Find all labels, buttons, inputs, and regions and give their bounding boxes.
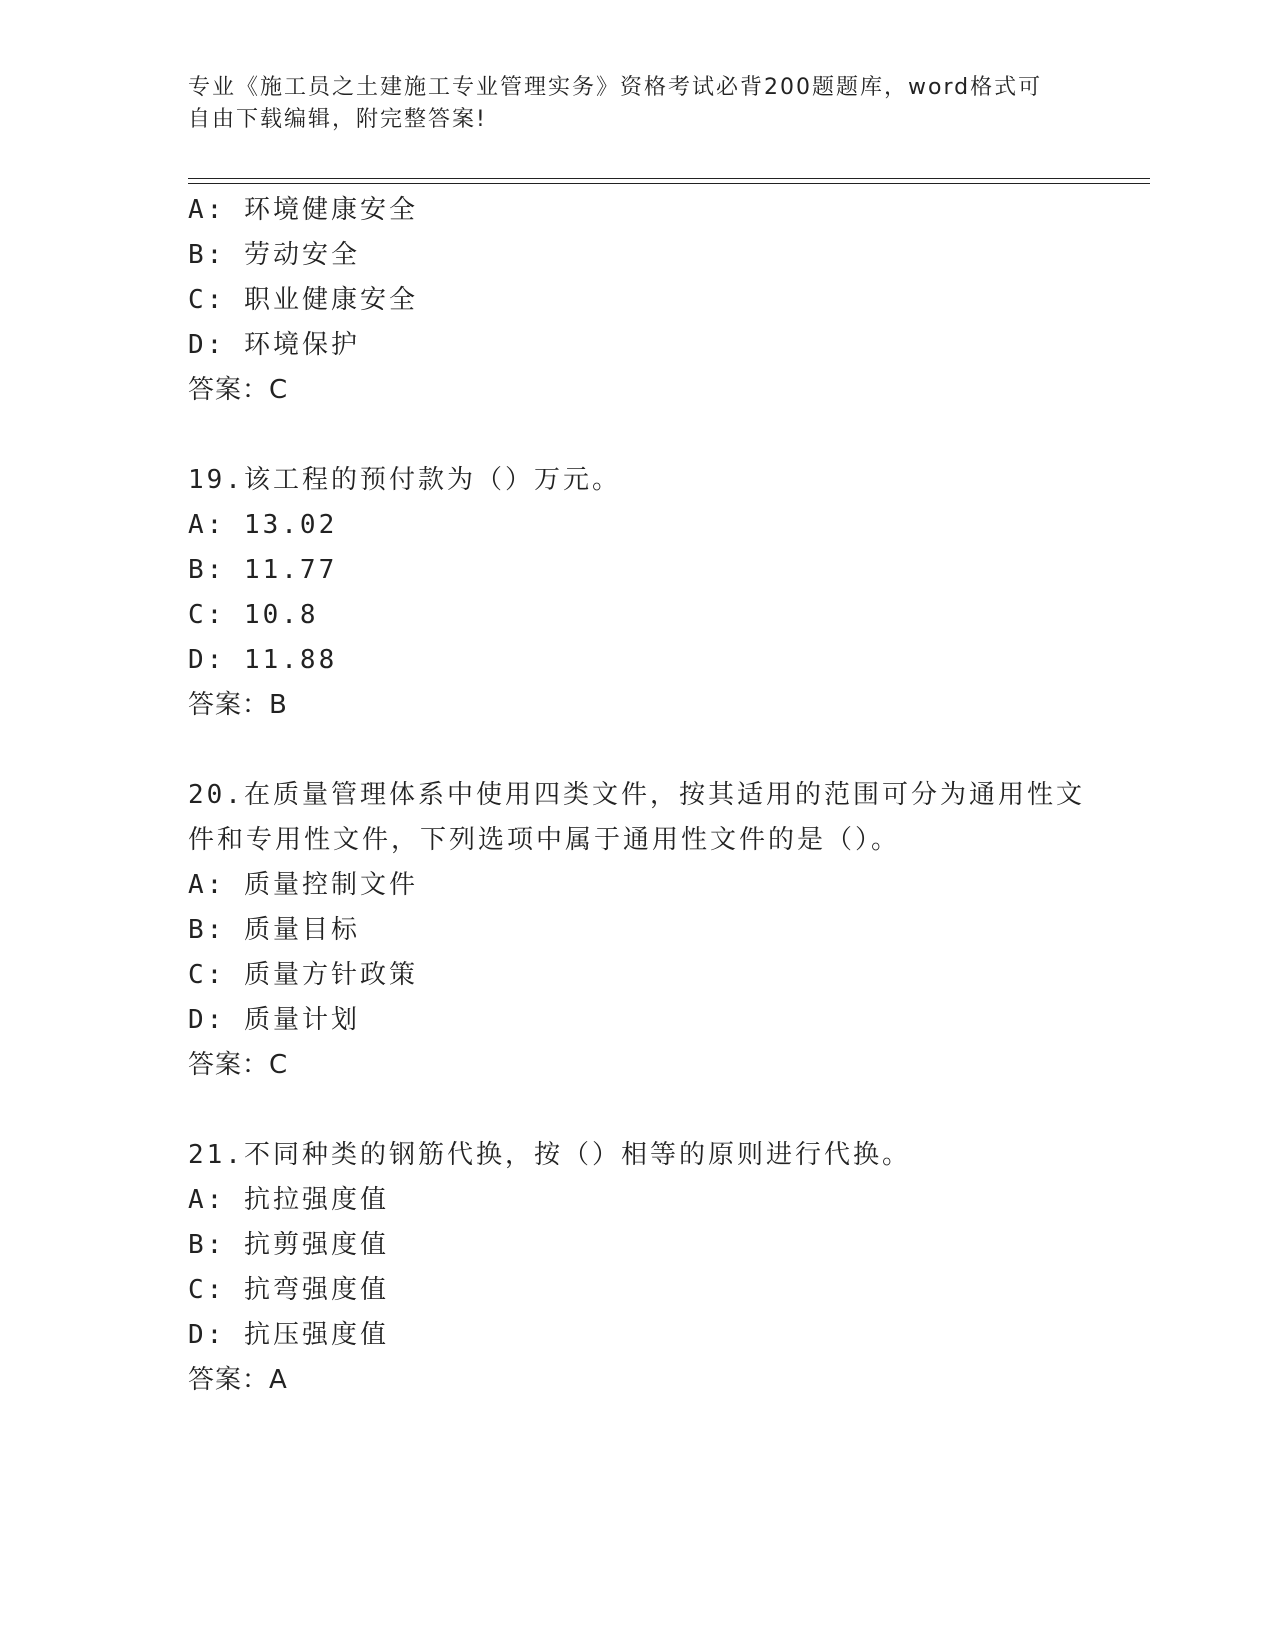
option-a: A: 质量控制文件: [188, 870, 418, 900]
answer: 答案：C: [188, 1050, 289, 1080]
option-c: C: 质量方针政策: [188, 960, 418, 990]
answer: 答案：C: [188, 375, 289, 405]
header-title-line-1: 专业《施工员之土建施工专业管理实务》资格考试必背200题题库，word格式可: [188, 75, 1043, 100]
header-title-line-2: 自由下载编辑，附完整答案!: [188, 107, 487, 132]
header-divider-bottom: [188, 183, 1150, 184]
option-d: D: 抗压强度值: [188, 1320, 389, 1350]
option-c: C: 10.8: [188, 600, 319, 630]
question-list: [188, 188, 1088, 1403]
question-21: [188, 1133, 1088, 1403]
option-b: B: 抗剪强度值: [188, 1230, 389, 1260]
option-a: A: 抗拉强度值: [188, 1185, 389, 1215]
spacer: [188, 728, 1088, 773]
question-stem: 21.不同种类的钢筋代换，按（）相等的原则进行代换。: [188, 1140, 911, 1170]
document-header: [188, 72, 1068, 136]
option-c: C: 职业健康安全: [188, 285, 418, 315]
option-b: B: 质量目标: [188, 915, 360, 945]
option-a: A: 13.02: [188, 510, 338, 540]
question-stem: 19.该工程的预付款为（）万元。: [188, 465, 621, 495]
question-18: [188, 188, 1088, 413]
option-b: B: 11.77: [188, 555, 338, 585]
question-stem-line-2: 件和专用性文件，下列选项中属于通用性文件的是（）。: [188, 825, 901, 855]
answer: 答案：B: [188, 690, 288, 720]
option-d: D: 质量计划: [188, 1005, 360, 1035]
option-d: D: 环境保护: [188, 330, 360, 360]
option-d: D: 11.88: [188, 645, 338, 675]
question-stem-line-1: 20.在质量管理体系中使用四类文件，按其适用的范围可分为通用性文: [188, 780, 1085, 810]
option-c: C: 抗弯强度值: [188, 1275, 389, 1305]
header-divider-top: [188, 178, 1150, 179]
spacer: [188, 413, 1088, 458]
question-19: [188, 458, 1088, 728]
option-a: A: 环境健康安全: [188, 195, 418, 225]
question-20: [188, 773, 1088, 1088]
answer: 答案：A: [188, 1365, 288, 1395]
spacer: [188, 1088, 1088, 1133]
option-b: B: 劳动安全: [188, 240, 360, 270]
